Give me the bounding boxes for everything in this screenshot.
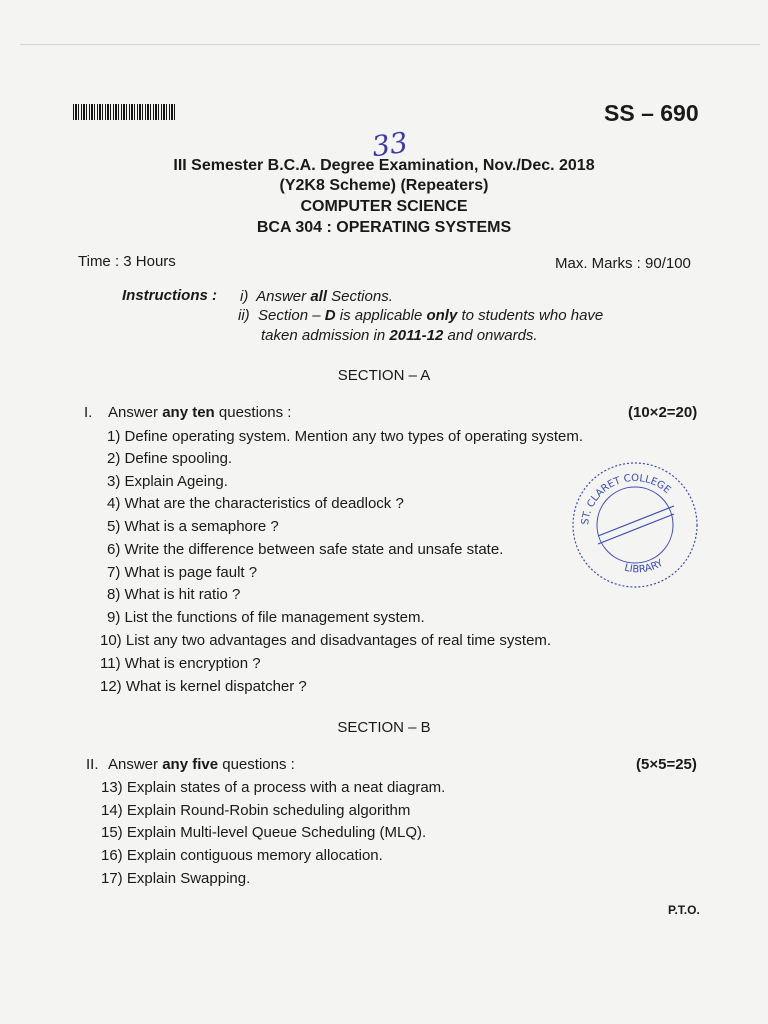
question-11: 11) What is encryption ?	[100, 655, 261, 672]
stamp-top-text: ST. CLARET COLLEGE	[580, 472, 673, 526]
stamp-bottom-text: LIBRARY	[623, 557, 666, 576]
question-15: 15) Explain Multi-level Queue Scheduling (MLQ).	[101, 824, 427, 841]
section-b-heading: SECTION – B	[337, 719, 431, 736]
instruction-2: ii) Section – D is applicable only to students who have	[238, 307, 604, 324]
paper-code: SS – 690	[604, 100, 699, 126]
instruction-2-continued: taken admission in 2011-12 and onwards.	[261, 327, 538, 344]
course-title: BCA 304 : OPERATING SYSTEMS	[256, 219, 512, 236]
section-a-marks: (10×2=20)	[628, 404, 698, 421]
question-8: 8) What is hit ratio ?	[107, 586, 241, 603]
section-a-heading: SECTION – A	[337, 367, 431, 384]
top-divider	[20, 44, 760, 45]
question-12: 12) What is kernel dispatcher ?	[100, 678, 307, 695]
instructions-label: Instructions :	[122, 287, 218, 304]
question-16: 16) Explain contiguous memory allocation.	[101, 847, 383, 864]
library-stamp	[568, 458, 702, 592]
exam-title: III Semester B.C.A. Degree Examination, Nov./Dec. 2018	[173, 157, 595, 174]
barcode	[73, 104, 177, 120]
instruction-1: i) Answer all Sections.	[240, 288, 393, 305]
handwritten-mark: 33	[369, 125, 410, 164]
question-10: 10) List any two advantages and disadvantages of real time system.	[100, 632, 552, 649]
question-13: 13) Explain states of a process with a neat diagram.	[101, 779, 446, 796]
subject-title: COMPUTER SCIENCE	[300, 198, 468, 215]
question-5: 5) What is a semaphore ?	[107, 518, 279, 535]
question-1: 1) Define operating system. Mention any two types of operating system.	[107, 428, 584, 445]
section-b-roman: II.	[86, 756, 99, 773]
question-6: 6) Write the difference between safe state and unsafe state.	[107, 541, 504, 558]
question-14: 14) Explain Round-Robin scheduling algorithm	[101, 802, 411, 819]
question-17: 17) Explain Swapping.	[101, 870, 251, 887]
scheme-title: (Y2K8 Scheme) (Repeaters)	[279, 177, 489, 194]
time-label: Time : 3 Hours	[78, 253, 176, 270]
section-b-marks: (5×5=25)	[636, 756, 697, 773]
section-b-prompt: Answer any five questions :	[108, 756, 295, 773]
question-9: 9) List the functions of file management system.	[107, 609, 425, 626]
max-marks-label: Max. Marks : 90/100	[555, 255, 691, 272]
question-7: 7) What is page fault ?	[107, 564, 258, 581]
section-a-prompt: Answer any ten questions :	[108, 404, 292, 421]
page-turn-note: P.T.O.	[668, 903, 700, 917]
question-3: 3) Explain Ageing.	[107, 473, 228, 490]
question-2: 2) Define spooling.	[107, 450, 233, 467]
section-a-roman: I.	[84, 404, 93, 421]
question-4: 4) What are the characteristics of deadlock ?	[107, 495, 404, 512]
